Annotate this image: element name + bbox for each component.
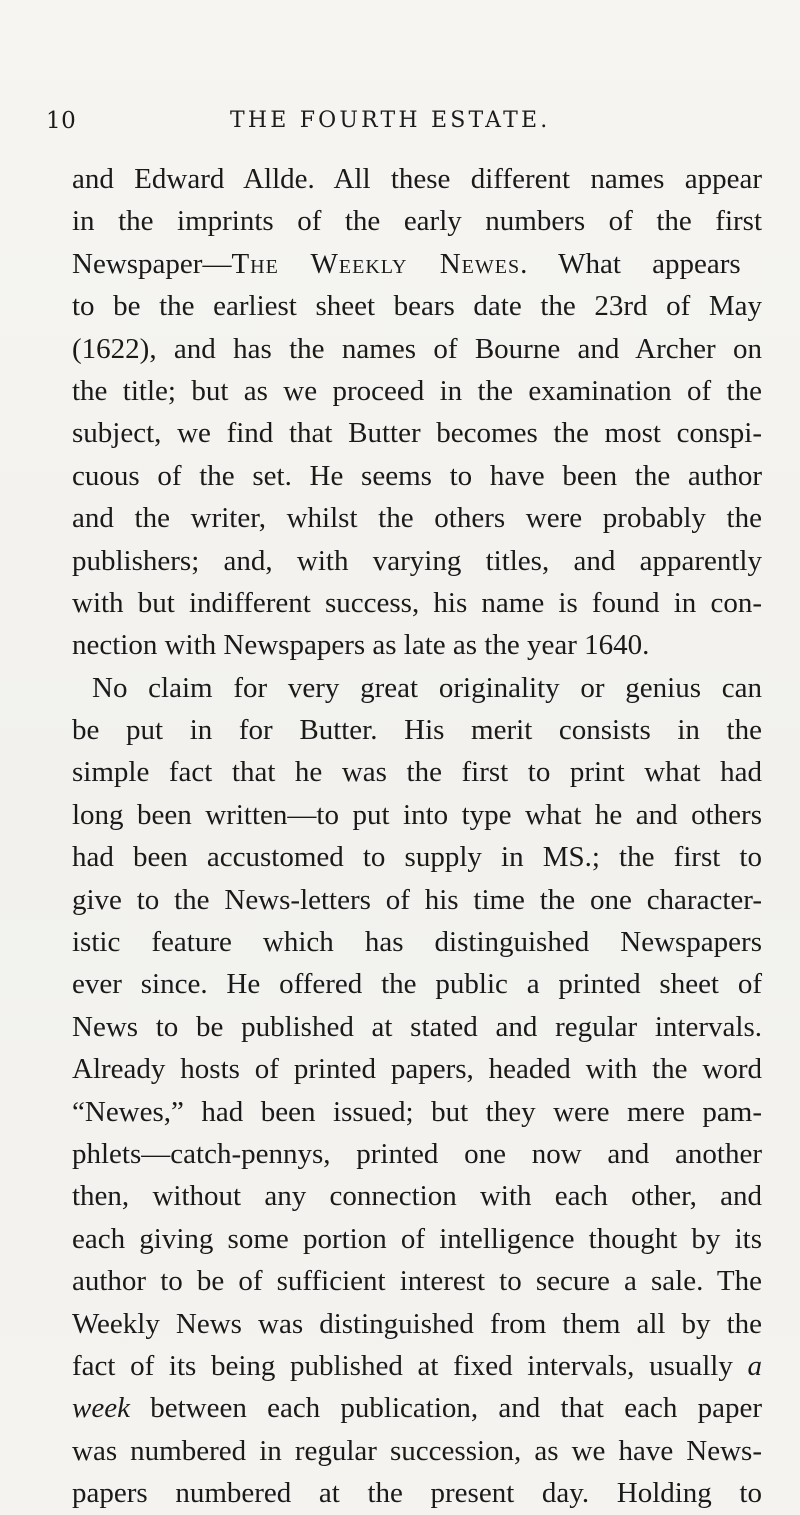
text-line: istic feature which has distinguished Newspapers — [72, 926, 762, 959]
text-line: Already hosts of printed papers, headed with the word — [72, 1053, 762, 1086]
text-line: ever since. He offered the public a printed sheet of — [72, 968, 762, 1001]
text-line: papers numbered at the present day. Holding to — [72, 1477, 762, 1510]
text-line: author to be of sufficient interest to secure a sale. The — [72, 1265, 762, 1298]
text-line: publishers; and, with varying titles, and apparently — [72, 544, 762, 577]
text-line: be put in for Butter. His merit consists in the — [72, 714, 762, 747]
text-line: cuous of the set. He seems to have been the author — [72, 459, 762, 492]
text-line: Weekly News was distinguished from them all by the — [72, 1307, 762, 1340]
text-line: with but indifferent success, his name is found in con- — [72, 586, 762, 619]
text-line: to be the earliest sheet bears date the 23rd of May — [72, 290, 762, 323]
page-header — [0, 103, 800, 139]
text-line: and the writer, whilst the others were probably the — [72, 502, 762, 535]
body-text — [72, 158, 762, 1515]
text-line: give to the News-letters of his time the one character- — [72, 883, 762, 916]
text-line: Newspaper—The Weekly Newes. What appears — [72, 247, 741, 280]
text-line: News to be published at stated and regular intervals. — [72, 1010, 762, 1043]
running-title: THE FOURTH ESTATE. — [230, 108, 551, 133]
text-line: subject, we find that Butter becomes the most conspi- — [72, 417, 762, 450]
text-line: No claim for very great originality or genius can — [92, 671, 762, 704]
text-line: fact of its being published at fixed intervals, usually a — [72, 1349, 762, 1382]
text-line: and Edward Allde. All these different names appear — [72, 163, 762, 195]
text-line: simple fact that he was the first to print what had — [72, 756, 762, 789]
text-line: nection with Newspapers as late as the year 1640. — [72, 629, 650, 662]
text-line: in the imprints of the early numbers of the first — [72, 205, 762, 238]
text-line: each giving some portion of intelligence thought by its — [72, 1222, 762, 1255]
text-line: was numbered in regular succession, as we have News- — [72, 1434, 762, 1467]
text-line: (1622), and has the names of Bourne and Archer on — [72, 332, 762, 365]
text-line: then, without any connection with each other, and — [72, 1180, 762, 1213]
text-line: “Newes,” had been issued; but they were mere pam- — [72, 1095, 762, 1128]
page-number: 10 — [46, 108, 77, 134]
text-line: phlets—catch-pennys, printed one now and another — [72, 1137, 762, 1170]
italic-word: a — [747, 1349, 762, 1382]
text-line: week between each publication, and that each paper — [72, 1392, 762, 1425]
text-line: had been accustomed to supply in MS.; the first to — [72, 841, 762, 874]
text-line: long been written—to put into type what he and others — [72, 798, 762, 831]
italic-word: week — [72, 1392, 130, 1425]
text-line: the title; but as we proceed in the examination of the — [72, 374, 762, 407]
newspaper-title: The Weekly Newes — [231, 247, 521, 280]
